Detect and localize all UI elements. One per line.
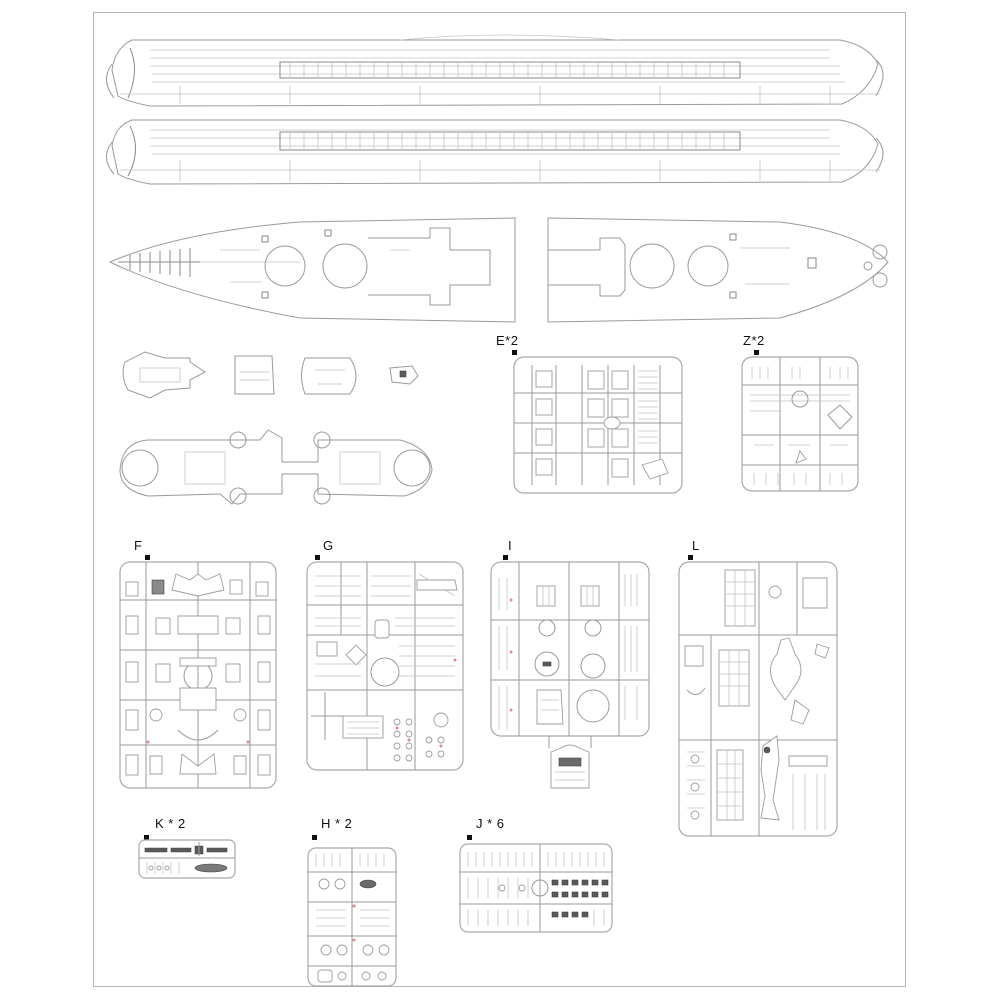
sprue-e-label: E*2 (496, 333, 519, 348)
sprue-j-frame (458, 842, 614, 934)
sprue-h-label: H * 2 (321, 816, 353, 831)
hull-half-lower (106, 120, 883, 184)
sprue-i-label: I (508, 538, 513, 553)
sprue-l-frame (677, 560, 839, 838)
sprue-k-frame (137, 838, 237, 880)
sprue-l-label: L (692, 538, 700, 553)
deck-inner-piece (120, 430, 432, 504)
sprue-j-label: J * 6 (476, 816, 505, 831)
sprue-g-frame (305, 560, 465, 772)
sprue-f-label: F (134, 538, 143, 553)
sprue-h-tag (312, 835, 317, 840)
hull-half-upper (106, 35, 883, 106)
deck-fore-half (110, 218, 515, 322)
sprue-j-tag (467, 835, 472, 840)
sprue-f-frame (118, 560, 278, 790)
sprue-z-frame (740, 355, 860, 493)
sprue-g-label: G (323, 538, 334, 553)
sprue-k-label: K * 2 (155, 816, 186, 831)
sprue-z-label: Z*2 (743, 333, 765, 348)
sprue-h-frame (306, 846, 398, 988)
deck-aft-half (548, 218, 888, 322)
loose-parts-row (123, 352, 418, 398)
sprue-e-frame (512, 355, 684, 495)
sprue-i-frame (489, 560, 651, 792)
